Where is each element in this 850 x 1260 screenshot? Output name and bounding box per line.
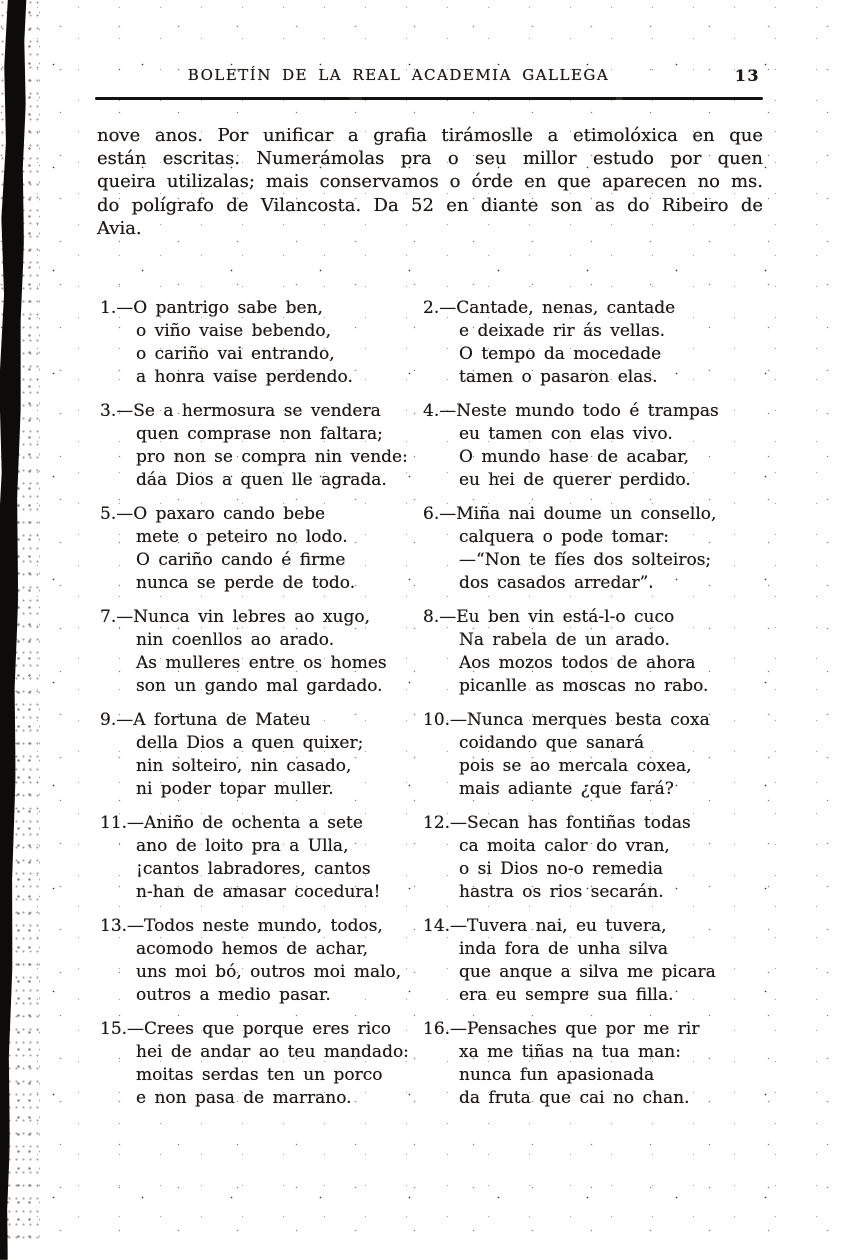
verse-line: e deixade rir ás vellas. <box>459 321 666 341</box>
verse-line: Cantade, nenas, cantade <box>456 298 676 318</box>
verse-number: 4.— <box>423 401 457 421</box>
verse-line: quen comprase non faltara; <box>136 424 383 444</box>
verse-line: mete o peteiro no lodo. <box>136 527 348 547</box>
verse-line: nunca fun apasionada <box>459 1065 655 1085</box>
verse-line: ni poder topar muller. <box>136 779 334 799</box>
verse-number: 11.— <box>100 813 145 833</box>
journal-title: BOLETÍN DE LA REAL ACADEMIA GALLEGA <box>187 66 610 84</box>
verse-line: As mulleres entre os homes <box>136 653 387 673</box>
verse-number: 3.— <box>100 401 134 421</box>
verse-line: ano de loito pra a Ulla, <box>136 836 349 856</box>
verse-number: 13.— <box>100 916 145 936</box>
verse-line: Nunca merques besta coxa <box>467 710 710 730</box>
verse-line: pois se ao mercala coxea, <box>459 756 692 776</box>
verse-line: moitas serdas ten un porco <box>136 1065 383 1085</box>
verse-number: 14.— <box>423 916 468 936</box>
verse-line: O pantrigo sabe ben, <box>133 298 323 318</box>
verse-number: 5.— <box>100 504 134 524</box>
verse-line: inda fora de unha silva <box>459 939 669 959</box>
verse-13 <box>100 915 423 1007</box>
verse-line: Na rabela de un arado. <box>459 630 670 650</box>
verse-line: Pensaches que por me rir <box>467 1019 700 1039</box>
verse-line: O cariño cando é firme <box>136 550 346 570</box>
verse-line: Crees que porque eres rico <box>144 1019 391 1039</box>
verse-line: n-han de amasar cocedura! <box>136 882 381 902</box>
verse-line: nin coenllos ao arado. <box>136 630 335 650</box>
verse-line: da fruta que cai no chan. <box>459 1088 690 1108</box>
verse-line: hastra os rios secarán. <box>459 882 664 902</box>
verse-number: 15.— <box>100 1019 145 1039</box>
verse-number: 9.— <box>100 710 134 730</box>
header-rule <box>95 97 763 100</box>
verse-line: acomodo hemos de achar, <box>136 939 369 959</box>
verse-1 <box>100 297 423 389</box>
verse-line: —“Non te fíes dos solteiros; <box>459 550 712 570</box>
verse-line: outros a medio pasar. <box>136 985 331 1005</box>
verse-line: ¡cantos labradores, cantos <box>136 859 371 879</box>
verse-number: 6.— <box>423 504 457 524</box>
verse-line: Neste mundo todo é trampas <box>456 401 719 421</box>
verse-line: O paxaro cando bebe <box>133 504 326 524</box>
verse-4 <box>423 400 762 492</box>
intro-paragraph: nove anos. Por unificar a grafia tirámoslle a etimolóxica en que están escritas. Numerámolas pra o seu millor estudo por quen queira utilizalas; mais conservamos o órde en que aparecen no ms. do polígrafo de Vilancosta. Da 52 en diante son as do Ribeiro de Avia. <box>97 125 763 239</box>
verse-line: Secan has fontiñas todas <box>467 813 691 833</box>
verse-16 <box>423 1018 762 1110</box>
verse-8 <box>423 606 762 698</box>
verse-line: nin solteiro, nin casado, <box>136 756 352 776</box>
verse-number: 7.— <box>100 607 134 627</box>
verse-number: 1.— <box>100 298 134 318</box>
verse-line: Aniño de ochenta a sete <box>144 813 363 833</box>
verse-line: hei de andar ao teu mandado: <box>136 1042 409 1062</box>
verse-9 <box>100 709 423 801</box>
verse-10 <box>423 709 762 801</box>
verse-11 <box>100 812 423 904</box>
verse-15 <box>100 1018 423 1110</box>
verse-line: uns moi bó, outros moi malo, <box>136 962 402 982</box>
verse-line: Eu ben vin está-l-o cuco <box>456 607 675 627</box>
verse-line: era eu sempre sua filla. <box>459 985 674 1005</box>
verse-line: Nunca vin lebres ao xugo, <box>133 607 370 627</box>
verse-line: eu tamen con elas vivo. <box>459 424 673 444</box>
page-number: 13 <box>734 66 760 85</box>
verse-line: dos casados arredar”. <box>459 573 654 593</box>
verse-12 <box>423 812 762 904</box>
verse-line: e non pasa de marrano. <box>136 1088 352 1108</box>
verse-7 <box>100 606 423 698</box>
verse-number: 12.— <box>423 813 468 833</box>
verse-line: A fortuna de Mateu <box>133 710 311 730</box>
verse-line: coidando que sanará <box>459 733 645 753</box>
verse-line: nunca se perde de todo. <box>136 573 356 593</box>
verse-number: 16.— <box>423 1019 468 1039</box>
verse-2 <box>423 297 762 389</box>
verse-line: dáa Dios a quen lle agrada. <box>136 470 387 490</box>
verse-line: Todos neste mundo, todos, <box>144 916 383 936</box>
verse-14 <box>423 915 762 1007</box>
verse-line: o si Dios no-o remedia <box>459 859 664 879</box>
verse-number: 10.— <box>423 710 468 730</box>
verse-line: xa me tiñas na tua man: <box>459 1042 681 1062</box>
verse-line: picanlle as moscas no rabo. <box>459 676 709 696</box>
verse-line: que anque a silva me picara <box>459 962 716 982</box>
verse-line: Se a hermosura se vendera <box>133 401 381 421</box>
verse-line: eu hei de querer perdido. <box>459 470 691 490</box>
verse-line: della Dios a quen quixer; <box>136 733 364 753</box>
verse-line: Miña nai doume un consello, <box>456 504 717 524</box>
verse-line: pro non se compra nin vende: <box>136 447 408 467</box>
verse-line: a honra vaise perdendo. <box>136 367 353 387</box>
verse-3 <box>100 400 423 492</box>
verse-line: Tuvera nai, eu tuvera, <box>467 916 667 936</box>
verse-line: o cariño vai entrando, <box>136 344 335 364</box>
verse-line: o viño vaise bebendo, <box>136 321 331 341</box>
verse-6 <box>423 503 762 595</box>
verse-line: Aos mozos todos de ahora <box>459 653 696 673</box>
verse-line: mais adiante ¿que fará? <box>459 779 674 799</box>
page-header <box>95 66 762 88</box>
verse-5 <box>100 503 423 595</box>
verse-line: calquera o pode tomar: <box>459 527 669 547</box>
verse-number: 2.— <box>423 298 457 318</box>
verse-line: O tempo da mocedade <box>459 344 662 364</box>
verse-line: tamen o pasaron elas. <box>459 367 658 387</box>
verse-line: O mundo hase de acabar, <box>459 447 689 467</box>
verse-line: ca moita calor do vran, <box>459 836 670 856</box>
verse-grid <box>100 297 762 1110</box>
verse-line: son un gando mal gardado. <box>136 676 383 696</box>
verse-number: 8.— <box>423 607 457 627</box>
